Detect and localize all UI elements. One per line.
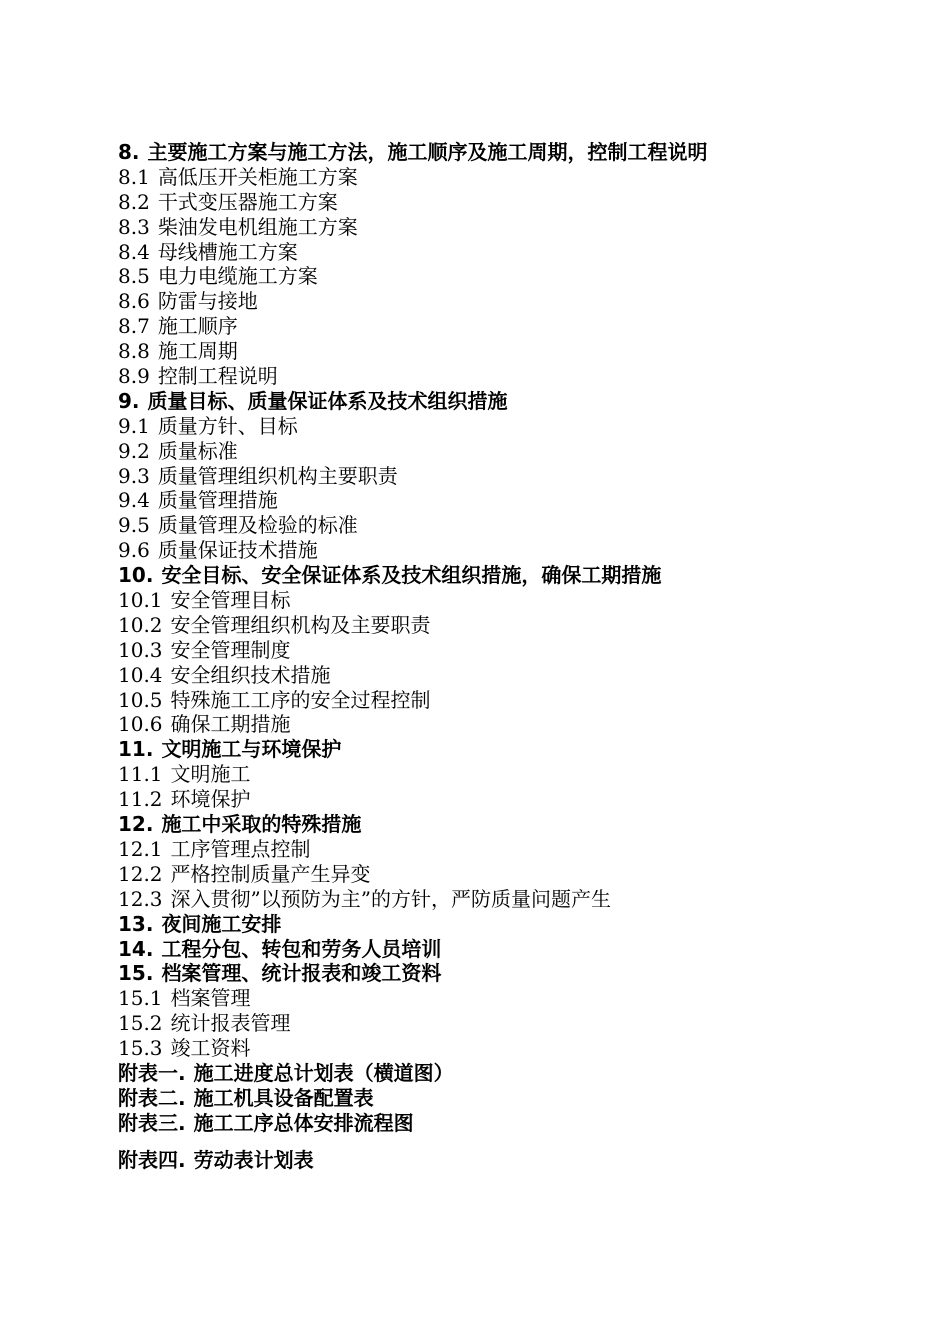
toc-number: 10.5 — [118, 687, 163, 712]
toc-subitem — [118, 464, 898, 489]
toc-heading — [118, 1086, 898, 1111]
toc-number: 11.1 — [118, 762, 163, 787]
toc-title: 劳动表计划表 — [193, 1147, 314, 1172]
toc-number: 15. — [118, 961, 154, 986]
toc-number: 11. — [118, 737, 154, 762]
toc-title: 施工机具设备配置表 — [193, 1085, 374, 1110]
toc-number: 10.2 — [118, 612, 163, 637]
toc-title: 电力电缆施工方案 — [157, 264, 318, 289]
toc-title: 质量目标、质量保证体系及技术组织措施 — [147, 388, 508, 413]
toc-number: 10. — [118, 563, 154, 588]
toc-title: 严格控制质量产生异变 — [170, 861, 371, 886]
toc-title: 质量管理及检验的标准 — [157, 513, 358, 538]
toc-title: 深入贯彻”以预防为主”的方针，严防质量问题产生 — [170, 886, 611, 911]
toc-subitem — [118, 289, 898, 314]
toc-number: 14. — [118, 936, 154, 961]
toc-title: 环境保护 — [170, 787, 251, 812]
toc-title: 施工进度总计划表（横道图） — [193, 1060, 454, 1085]
toc-number: 附表一. — [118, 1060, 186, 1085]
toc-number: 8.4 — [118, 239, 150, 264]
toc-title: 控制工程说明 — [157, 364, 278, 389]
toc-title: 档案管理 — [170, 986, 251, 1011]
toc-title: 质量标准 — [157, 438, 238, 463]
toc-number: 9.4 — [118, 488, 150, 513]
toc-subitem — [118, 314, 898, 339]
toc-subitem — [118, 862, 898, 887]
toc-number: 8.5 — [118, 264, 150, 289]
toc-subitem — [118, 190, 898, 215]
toc-number: 8. — [118, 140, 140, 164]
toc-subitem — [118, 513, 898, 538]
toc-title: 施工中采取的特殊措施 — [161, 812, 362, 837]
toc-number: 11.2 — [118, 787, 163, 812]
toc-title: 安全组织技术措施 — [170, 662, 331, 687]
toc-number: 8.9 — [118, 364, 150, 389]
toc-subitem — [118, 787, 898, 812]
toc-title: 主要施工方案与施工方法，施工顺序及施工周期，控制工程说明 — [147, 140, 708, 164]
toc-title: 工程分包、转包和劳务人员培训 — [161, 936, 442, 961]
toc-subitem — [118, 165, 898, 190]
toc-heading — [118, 1111, 898, 1136]
toc-number: 8.7 — [118, 314, 150, 339]
toc-title: 柴油发电机组施工方案 — [157, 214, 358, 239]
toc-number: 8.2 — [118, 189, 150, 214]
toc-number: 15.1 — [118, 986, 163, 1011]
toc-title: 质量管理措施 — [157, 488, 278, 513]
toc-heading — [118, 737, 898, 762]
toc-number: 12.1 — [118, 836, 163, 861]
toc-title: 施工工序总体安排流程图 — [193, 1110, 414, 1135]
toc-subitem — [118, 712, 898, 737]
toc-heading — [118, 961, 898, 986]
toc-number: 12. — [118, 812, 154, 837]
toc-title: 文明施工 — [170, 762, 251, 787]
toc-number: 8.6 — [118, 289, 150, 314]
toc-subitem — [118, 1036, 898, 1061]
toc-title: 夜间施工安排 — [161, 911, 282, 936]
toc-subitem — [118, 1011, 898, 1036]
toc-title: 统计报表管理 — [170, 1011, 291, 1036]
toc-title: 文明施工与环境保护 — [161, 737, 342, 762]
toc-number: 9.6 — [118, 538, 150, 563]
toc-number: 9.5 — [118, 513, 150, 538]
toc-number: 10.1 — [118, 588, 163, 613]
toc-title: 质量保证技术措施 — [157, 538, 318, 563]
toc-title: 特殊施工工序的安全过程控制 — [170, 687, 431, 712]
toc-number: 12.2 — [118, 861, 163, 886]
toc-subitem — [118, 688, 898, 713]
toc-heading — [118, 563, 898, 588]
toc-subitem — [118, 538, 898, 563]
table-of-contents — [118, 140, 898, 1173]
toc-subitem — [118, 488, 898, 513]
toc-title: 施工顺序 — [157, 314, 238, 339]
toc-subitem — [118, 215, 898, 240]
toc-subitem — [118, 339, 898, 364]
toc-subitem — [118, 887, 898, 912]
toc-number: 9. — [118, 388, 140, 413]
toc-title: 母线槽施工方案 — [157, 239, 298, 264]
toc-number: 10.3 — [118, 637, 163, 662]
toc-subitem — [118, 588, 898, 613]
toc-heading — [118, 912, 898, 937]
toc-title: 安全目标、安全保证体系及技术组织措施，确保工期措施 — [161, 563, 662, 588]
toc-number: 10.4 — [118, 662, 163, 687]
toc-title: 干式变压器施工方案 — [157, 189, 338, 214]
toc-number: 15.2 — [118, 1011, 163, 1036]
toc-heading — [118, 1061, 898, 1086]
toc-title: 确保工期措施 — [170, 712, 291, 737]
toc-title: 施工周期 — [157, 339, 238, 364]
toc-number: 9.2 — [118, 438, 150, 463]
toc-subitem — [118, 264, 898, 289]
toc-number: 8.3 — [118, 214, 150, 239]
toc-subitem — [118, 663, 898, 688]
toc-subitem — [118, 439, 898, 464]
toc-heading — [118, 812, 898, 837]
toc-subitem — [118, 613, 898, 638]
toc-title: 安全管理目标 — [170, 588, 291, 613]
toc-title: 档案管理、统计报表和竣工资料 — [161, 961, 442, 986]
toc-heading — [118, 140, 898, 165]
toc-number: 10.6 — [118, 712, 163, 737]
toc-subitem — [118, 364, 898, 389]
toc-number: 15.3 — [118, 1036, 163, 1061]
toc-title: 竣工资料 — [170, 1036, 251, 1061]
toc-title: 工序管理点控制 — [170, 836, 311, 861]
toc-subitem — [118, 986, 898, 1011]
toc-heading — [118, 1148, 898, 1173]
toc-title: 高低压开关柜施工方案 — [157, 164, 358, 189]
toc-number: 8.1 — [118, 164, 150, 189]
toc-title: 质量方针、目标 — [157, 413, 298, 438]
toc-subitem — [118, 240, 898, 265]
toc-number: 8.8 — [118, 339, 150, 364]
toc-title: 安全管理组织机构及主要职责 — [170, 612, 431, 637]
toc-number: 附表二. — [118, 1085, 186, 1110]
toc-heading — [118, 389, 898, 414]
toc-title: 防雷与接地 — [157, 289, 258, 314]
toc-subitem — [118, 414, 898, 439]
toc-subitem — [118, 837, 898, 862]
toc-subitem — [118, 638, 898, 663]
toc-number: 12.3 — [118, 886, 163, 911]
toc-title: 安全管理制度 — [170, 637, 291, 662]
toc-heading — [118, 937, 898, 962]
toc-number: 附表四. — [118, 1147, 186, 1172]
toc-subitem — [118, 762, 898, 787]
toc-number: 9.3 — [118, 463, 150, 488]
toc-title: 质量管理组织机构主要职责 — [157, 463, 398, 488]
toc-number: 13. — [118, 911, 154, 936]
toc-number: 9.1 — [118, 413, 150, 438]
toc-number: 附表三. — [118, 1110, 186, 1135]
